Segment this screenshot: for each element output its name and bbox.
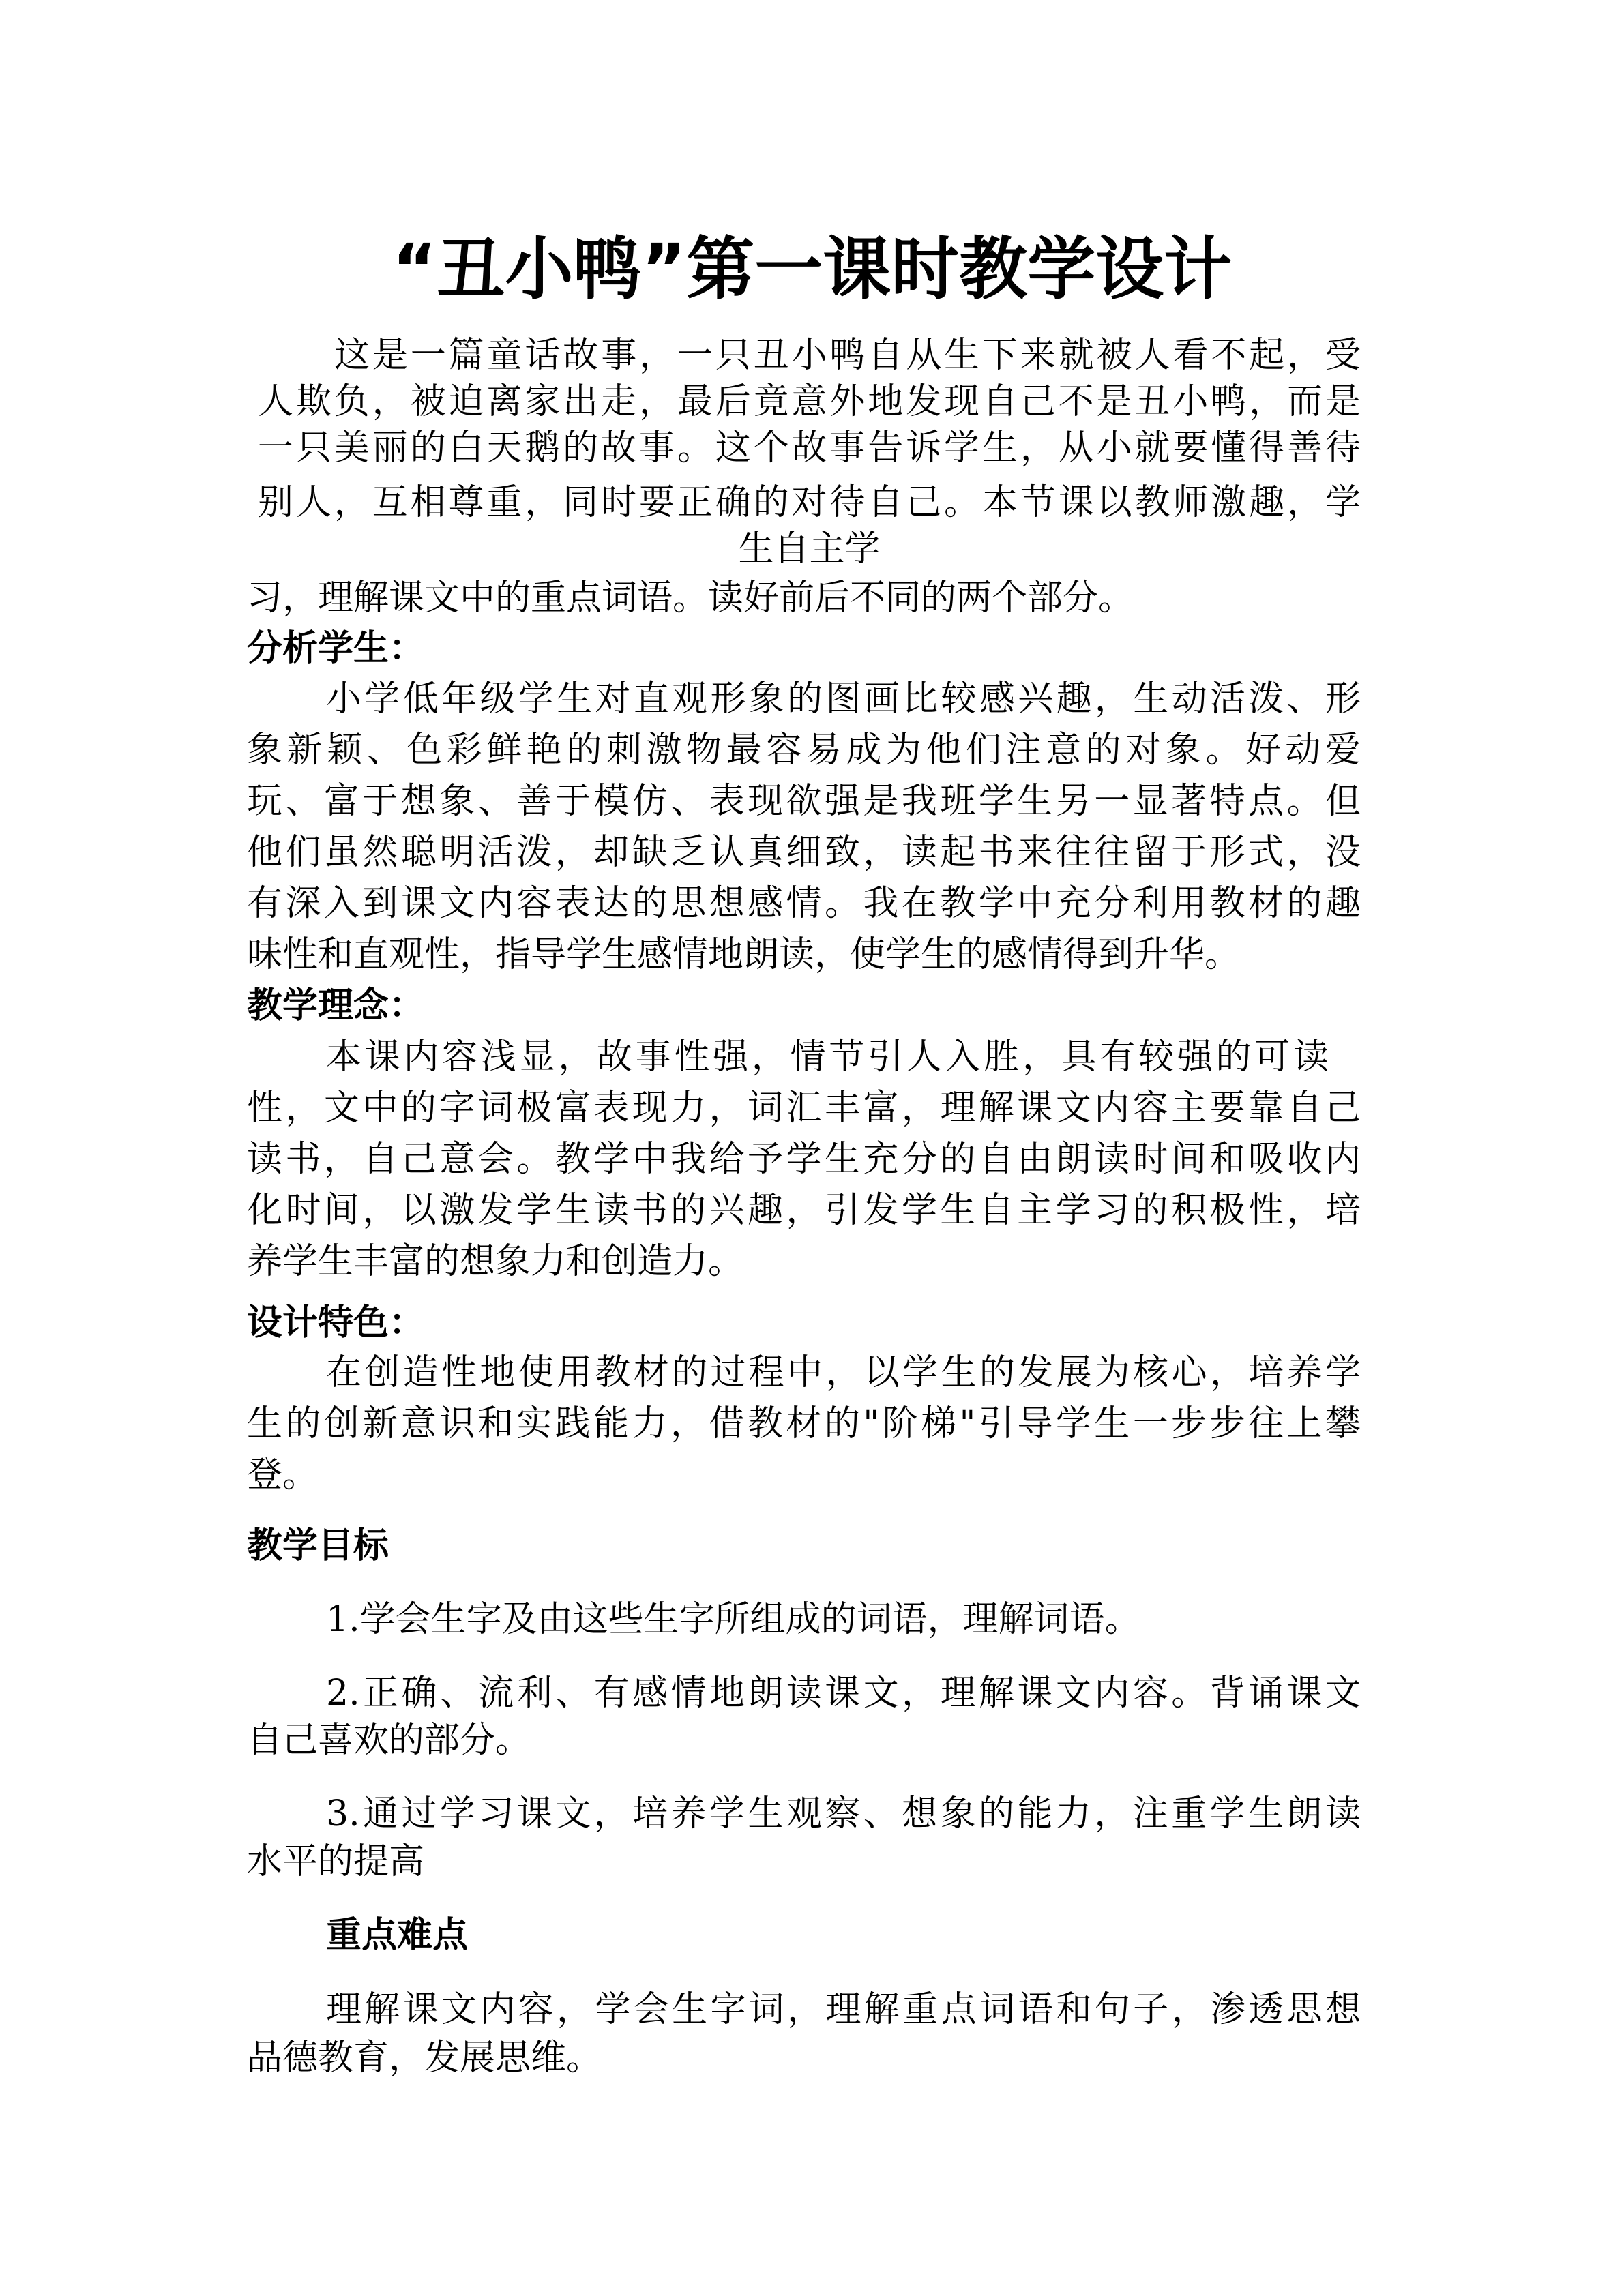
intro-line-6: 习，理解课文中的重点词语。读好前后不同的两个部分。 <box>247 578 1134 618</box>
goal-item-2-line-2: 自己喜欢的部分。 <box>247 1720 531 1761</box>
philosophy-line-5: 养学生丰富的想象力和创造力。 <box>247 1241 744 1282</box>
analysis-line-2: 象新颖、色彩鲜艳的刺激物最容易成为他们注意的对象。好动爱 <box>247 730 1361 771</box>
features-line-2: 生的创新意识和实践能力，借教材的"阶梯"引导学生一步步往上攀 <box>247 1403 1361 1444</box>
section-heading-features: 设计特色： <box>247 1302 425 1343</box>
analysis-line-4: 他们虽然聪明活泼，却缺乏认真细致，读起书来往往留于形式，没 <box>247 832 1361 873</box>
section-heading-philosophy: 教学理念： <box>247 985 425 1026</box>
section-heading-analysis: 分析学生： <box>247 628 425 669</box>
analysis-line-5: 有深入到课文内容表达的思想感情。我在教学中充分利用教材的趣 <box>247 883 1361 924</box>
features-line-1: 在创造性地使用教材的过程中，以学生的发展为核心，培养学 <box>326 1352 1361 1393</box>
page-title: “丑小鸭”第一课时教学设计 <box>392 229 1232 309</box>
intro-line-5: 生自主学 <box>738 528 881 569</box>
intro-line-1: 这是一篇童话故事，一只丑小鸭自从生下来就被人看不起，受 <box>334 335 1361 376</box>
goal-item-1: 1.学会生字及由这些生字所组成的词语，理解词语。 <box>326 1599 1140 1640</box>
philosophy-line-3: 读书，自己意会。教学中我给予学生充分的自由朗读时间和吸收内 <box>247 1139 1361 1180</box>
philosophy-line-2: 性，文中的字词极富表现力，词汇丰富，理解课文内容主要靠自己 <box>247 1088 1361 1129</box>
key-points-line-1: 理解课文内容，学会生字词，理解重点词语和句子，渗透思想 <box>326 1989 1361 2030</box>
section-heading-goals: 教学目标 <box>247 1525 389 1566</box>
intro-line-4: 别人，互相尊重，同时要正确的对待自己。本节课以教师激趣，学 <box>258 482 1361 523</box>
analysis-line-6: 味性和直观性，指导学生感情地朗读，使学生的感情得到升华。 <box>247 934 1241 975</box>
philosophy-line-4: 化时间，以激发学生读书的兴趣，引发学生自主学习的积极性，培 <box>247 1190 1361 1231</box>
features-line-3: 登。 <box>247 1455 319 1495</box>
goal-item-3-line-1: 3.通过学习课文，培养学生观察、想象的能力，注重学生朗读 <box>326 1793 1361 1834</box>
goal-item-3-line-2: 水平的提高 <box>247 1841 425 1882</box>
philosophy-line-1: 本课内容浅显，故事性强，情节引人入胜，具有较强的可读 <box>326 1037 1329 1077</box>
section-heading-key-points: 重点难点 <box>326 1915 469 1956</box>
analysis-line-1: 小学低年级学生对直观形象的图画比较感兴趣，生动活泼、形 <box>326 679 1361 719</box>
intro-line-2: 人欺负，被迫离家出走，最后竟意外地发现自己不是丑小鸭，而是 <box>258 381 1361 422</box>
analysis-line-3: 玩、富于想象、善于模仿、表现欲强是我班学生另一显著特点。但 <box>247 781 1361 822</box>
key-points-line-2: 品德教育，发展思维。 <box>247 2038 602 2078</box>
intro-line-3: 一只美丽的白天鹅的故事。这个故事告诉学生，从小就要懂得善待 <box>258 428 1361 468</box>
goal-item-2-line-1: 2.正确、流利、有感情地朗读课文，理解课文内容。背诵课文 <box>326 1673 1361 1714</box>
